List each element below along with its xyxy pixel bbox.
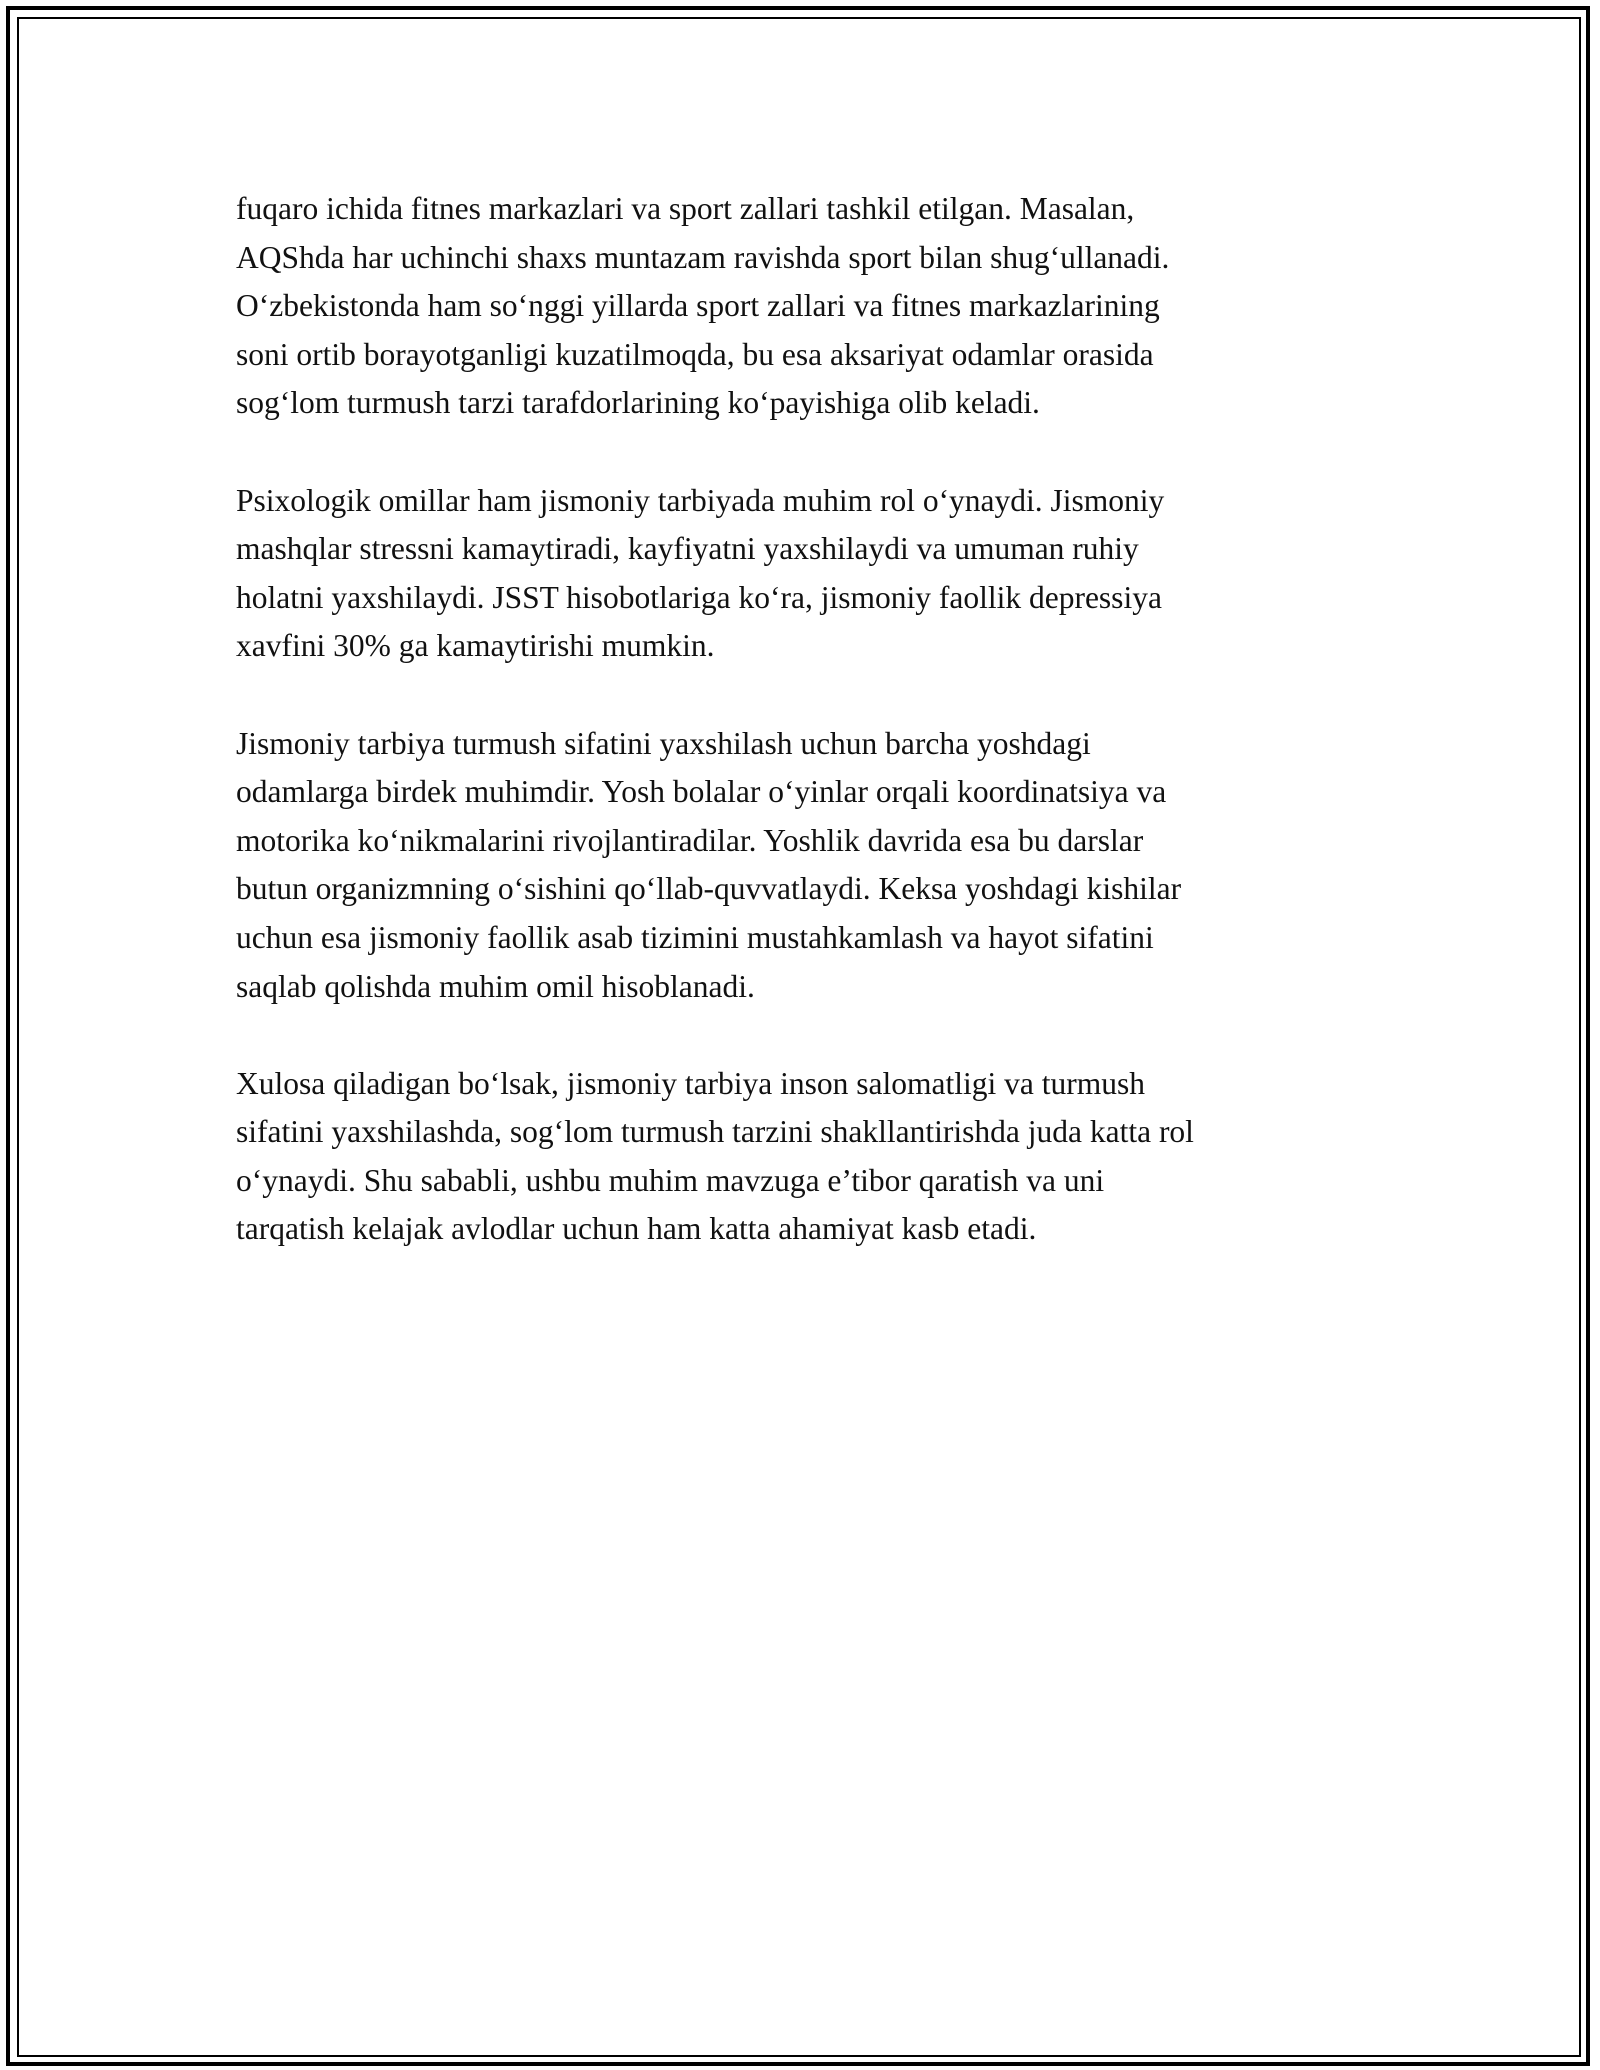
paragraph-conclusion: Xulosa qiladigan bo‘lsak, jismoniy tarbiya inson salomatligi va turmush sifatini yaxshilashda, sog‘lom turmush tarzini shakllantirishda juda katta rol o‘ynaydi. Shu sababli, ushbu muhim mavzuga e’tibor qaratish va uni tarqatish kelajak avlodlar uchun ham katta ahamiyat kasb etadi. <box>236 1065 1194 1247</box>
paragraph-fitness-centers: fuqaro ichida fitnes markazlari va sport zallari tashkil etilgan. Masalan, AQShda har uchinchi shaxs muntazam ravishda sport bilan shug‘ullanadi. O‘zbekistonda ham so‘nggi yillarda sport zallari va fitnes markazlarining soni ortib borayotganligi kuzatilmoqda, bu esa aksariyat odamlar orasida sog‘lom turmush tarzi tarafdorlarining ko‘payishiga olib keladi. <box>236 191 1170 421</box>
paragraph-all-ages: Jismoniy tarbiya turmush sifatini yaxshilash uchun barcha yoshdagi odamlarga birdek muhimdir. Yosh bolalar o‘yinlar orqali koordinatsiya va motorika ko‘nikmalarini rivojlantiradilar. Yoshlik davrida esa bu darslar butun organizmning o‘sishini qo‘llab-quvvatlaydi. Keksa yoshdagi kishilar uchun esa jismoniy faollik asab tizimini mustahkamlash va hayot sifatini saqlab qolishda muhim omil hisoblanadi. <box>236 725 1182 1004</box>
paragraph-psychological-factors: Psixologik omillar ham jismoniy tarbiyada muhim rol o‘ynaydi. Jismoniy mashqlar stressni kamaytiradi, kayfiyatni yaxshilaydi va umuman ruhiy holatni yaxshilaydi. JSST hisobotlariga ko‘ra, jismoniy faollik depressiya xavfini 30% ga kamaytirishi mumkin. <box>236 482 1165 664</box>
document-body <box>236 185 1376 1303</box>
